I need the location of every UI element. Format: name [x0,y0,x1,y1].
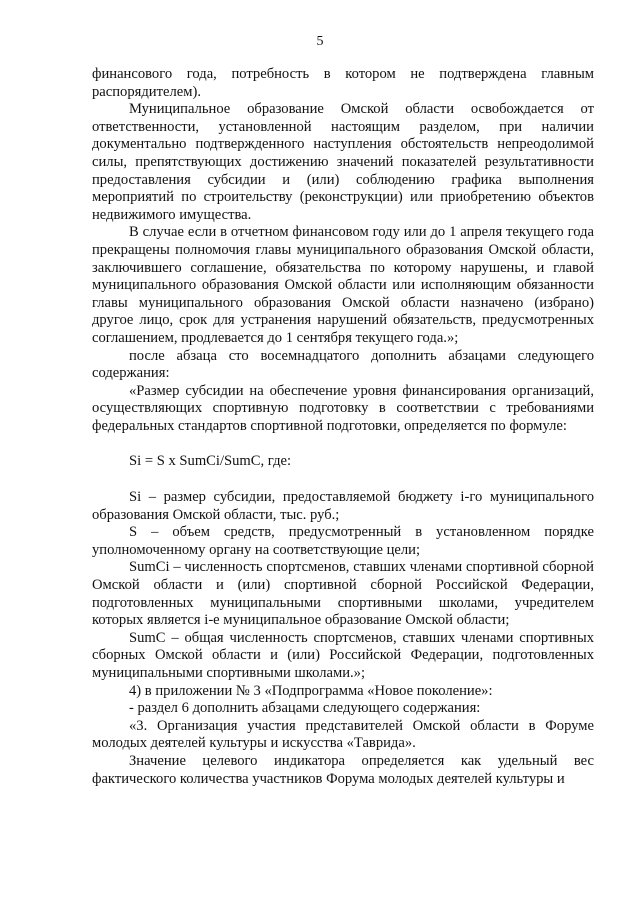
definition-sumc: SumC – общая численность спортсменов, ставших членами спортивных сборных Омской области и (или) Российской Федерации, подготовленных муниципальными спортивными школами.»; [92,629,594,681]
paragraph-continuation: финансового года, потребность в котором не подтверждена главным распорядителем). [92,66,594,100]
definition-s: S – объем средств, предусмотренный в установленном порядке уполномоченному органу на соответствующие цели; [92,524,594,558]
paragraph-powers-terminated: В случае если в отчетном финансовом году или до 1 апреля текущего года прекращены полномочия главы муниципального образования Омской области, заключившего соглашение, обязательства по которому нарушены, и главой муниципального образования Омской области или исполняющим обязанности главы муниципального образования Омской области назначено (избрано) другое лицо, срок для устранения нарушений обязательств, предусмотренных соглашением, продлевается до 1 сентября текущего года.»; [92,224,594,346]
formula: Si = S x SumCi/SumC, где: [129,453,292,470]
document-body [92,66,594,788]
paragraph-exemption: Муниципальное образование Омской области освобождается от ответственности, установленной настоящим разделом, при наличии документально подтвержденного наступления обстоятельств непреодолимой силы, препятствующих достижению значений показателей результативности предоставления субсидии и (или) соблюдению графика выполнения мероприятий по строительству (реконструкции) или приобретению объектов недвижимого имущества. [92,101,594,223]
definition-sumci: SumCi – численность спортсменов, ставших членами спортивной сборной Омской области и (или) спортивной сборной Российской Федерации, подготовленных муниципальными спортивными школами, учредителем которых является i-е муниципальное образование Омской области; [92,559,594,629]
paragraph-section-6: - раздел 6 дополнить абзацами следующего содержания: [129,700,481,717]
paragraph-amendment-intro: после абзаца сто восемнадцатого дополнить абзацами следующего содержания: [92,347,594,382]
paragraph-target-indicator: Значение целевого индикатора определяется как удельный вес фактического количества участников Форума молодых деятелей культуры и [92,752,594,787]
paragraph-tavrida-forum: «3. Организация участия представителей Омской области в Форуме молодых деятелей культуры и искусства «Таврида». [92,717,594,752]
paragraph-appendix-3: 4) в приложении № 3 «Подпрограмма «Новое поколение»: [129,682,493,699]
definition-si: Si – размер субсидии, предоставляемой бюджету i-го муниципального образования Омской области, тыс. руб.; [92,489,594,523]
paragraph-subsidy-size: «Размер субсидии на обеспечение уровня финансирования организаций, осуществляющих спортивную подготовку в соответствии с требованиями федеральных стандартов спортивной подготовки, определяется по формуле: [92,382,594,434]
page-number: 5 [316,34,324,49]
